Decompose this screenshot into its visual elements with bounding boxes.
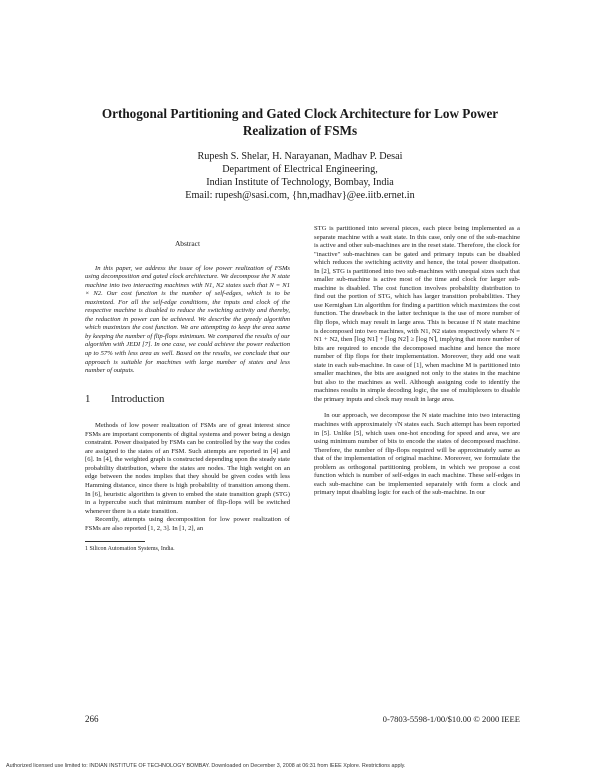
section-title: Introduction: [111, 392, 165, 405]
author-email: Email: rupesh@sasi.com, {hn,madhav}@ee.iitb.ernet.in: [185, 190, 415, 201]
paper-title: [60, 105, 540, 139]
author-names: Rupesh S. Shelar, H. Narayanan, Madhav P. Desai: [197, 151, 403, 162]
intro-paragraph-1: Methods of low power realization of FSMs are of great interest since FSMs are important components of digital systems and power being a design constraint. Power dissipated by FSMs can be controlled by the way the codes are assigned to the states of an FSM. Such attempts are reported in [4] and [6]. In [4], the weighted graph is constructed depending upon the steady state probability distribution, where the states are nodes. The high weight on an edge between the nodes implies that they should be given codes with less Hamming distance, since there is high probability of transition among them. In [6], heuristic algorithm is given to embed the state transition graph (STG) in a hypercube such that minimum number of flip-flops will be switched whenever there is a state transition.: [85, 422, 290, 515]
footnote-rule: [85, 541, 145, 542]
right-paragraph-2: In our approach, we decompose the N state machine into two interacting machines with approximately √N states each. Such attempt has been reported in [5]. Unlike [5], which uses one-hot encoding for speed and area, we are using minimum number of bits to encode the states of decomposed machine. Therefore, the number of flip-flops required will be approximately same as that of the implementation of original machine. Moreover, we formulate the problem as orthogonal partitioning problem, in which we propose a cost function which is number of self-edges in each machine. These self-edges in each sub-machine can be implemented separately with form a clock and primary input disabling logic for each of the sub-machine. In our: [314, 412, 520, 497]
section-heading: [85, 392, 290, 405]
right-paragraph-1: STG is partitioned into several pieces, each piece being implemented as a separate machine with a wait state. In this case, only one of the sub-machine is active and other sub-machines are in the reset state. Therefore, the clock for "inactive" sub-machines can be gated and primary inputs can be disabled which reduces the switching activity and hence, the total power dissipation. In [2], STG is partitioned into two sub-machines with unequal sizes such that smaller sub-machine is active most of the time and clock for larger sub-machine is disabled. The cost function involves probability distribution to find out the portion of STG, which has larger transition probabilities. They use Kernighan Lin algorithm for finding a partition which maximizes the cost function. The drawback in the latter technique is the use of more number of flip flops, which may result in large area. This is because if N state machine is decomposed into two machines, with N1, N2 states respectively where N = N1 + N2, then ⌈log N1⌉ + ⌈log N2⌉ ≥ ⌈log N⌉, implying that more number of bits are required to encode the decomposed machine and hence the more number of flip flops for their implementation. Moreover, they add one wait state in each sub-machine. In case of [1], when machine M is partitioned into smaller machines, the bits are assigned not only to the states in the machine but also to the machines as well. Although assigning code to identify the machines results in simple decoding logic, the use of multiplexers to disable the primary inputs and clock may result in large area.: [314, 225, 520, 403]
abstract-heading: Abstract: [174, 239, 201, 248]
title-line-1: Orthogonal Partitioning and Gated Clock Architecture for Low Power: [101, 106, 499, 121]
section-number: 1: [85, 392, 91, 405]
intro-paragraph-2: Recently, attempts using decomposition for low power realization of FSMs are also reported [1, 2, 3]. In [1, 2], an: [85, 516, 290, 532]
right-column: [314, 225, 520, 498]
institute: Indian Institute of Technology, Bombay, India: [206, 177, 394, 188]
abstract-text: In this paper, we address the issue of low power realization of FSMs using decomposition and gated clock architecture. We decompose the N state machine into two interacting machines with N1, N2 states such that N = N1 × N2. Our cost function is the number of self-edges, which is to be maximized. For all the self-edge conditions, the inputs and clock of the respective machine is disabled to reduce the switching activity and thereby, the reduction in power can be achieved. We describe the greedy algorithm which maximizes the cost function. We are attempting to keep the area same by keeping the number of flip-flops minimum. We compared the results of our algorithm with JEDI [7]. In one case, we could achieve the power reduction up to 57% with less area as well. Based on the results, we conclude that our approach is suitable for machines with large number of states and less number of outputs.: [85, 264, 290, 375]
left-column: [85, 240, 290, 553]
author-block: [150, 150, 450, 202]
footnote: 1 Silicon Automation Systems, India.: [85, 546, 175, 553]
department: Department of Electrical Engineering,: [222, 164, 378, 175]
copyright-line: 0-7803-5598-1/00/$10.00 © 2000 IEEE: [382, 714, 520, 724]
page-number: 266: [85, 714, 99, 724]
title-line-2: Realization of FSMs: [242, 123, 358, 138]
license-notice: Authorized licensed use limited to: INDIAN INSTITUTE OF TECHNOLOGY BOMBAY. Downloaded on December 3, 2008 at 06:31 from IEEE Xplore. Restrictions apply.: [6, 763, 406, 769]
